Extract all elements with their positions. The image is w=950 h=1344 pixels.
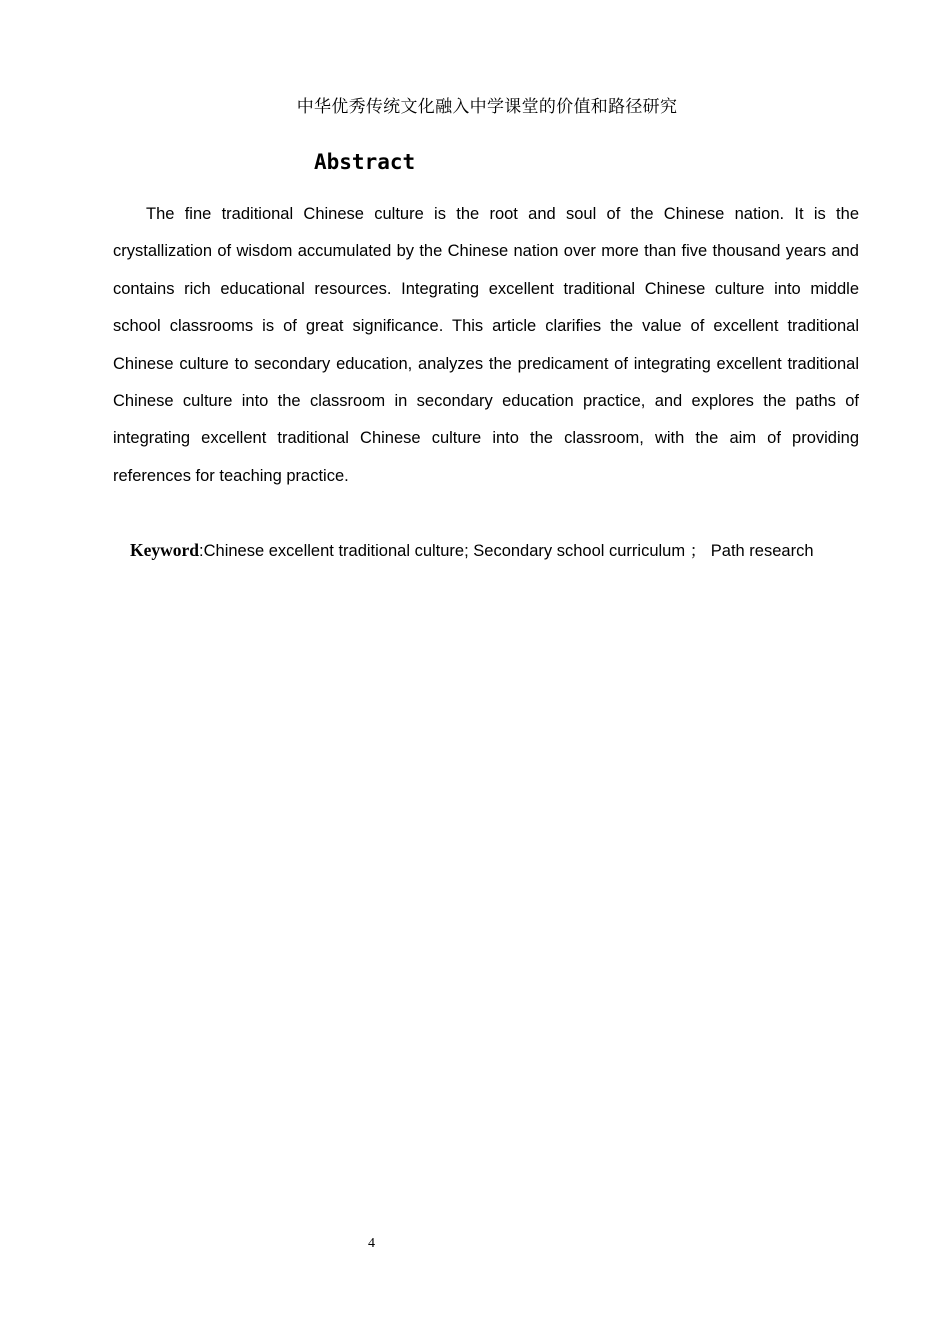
keywords-label: Keyword [130,540,200,560]
page-number: 4 [368,1236,375,1251]
keywords-text: :Chinese excellent traditional culture; Secondary school curriculum ； Path research [199,542,814,560]
abstract-heading: Abstract [314,150,416,174]
abstract-body: The fine traditional Chinese culture is the root and soul of the Chinese nation. It is the crystallization of wisdom accumulated by the Chinese nation over more than five thousand years and contains rich educational resources. Integrating excellent traditional Chinese culture into middle school classrooms is of great significance. This article clarifies the value of excellent traditional Chinese culture to secondary education, analyzes the predicament of integrating excellent traditional Chinese culture into the classroom in secondary education practice, and explores the paths of integrating excellent traditional Chinese culture into the classroom, with the aim of providing references for teaching practice. [113,205,859,485]
keywords-line [113,532,859,570]
running-header-title: 中华优秀传统文化融入中学课堂的价值和路径研究 [296,97,678,117]
